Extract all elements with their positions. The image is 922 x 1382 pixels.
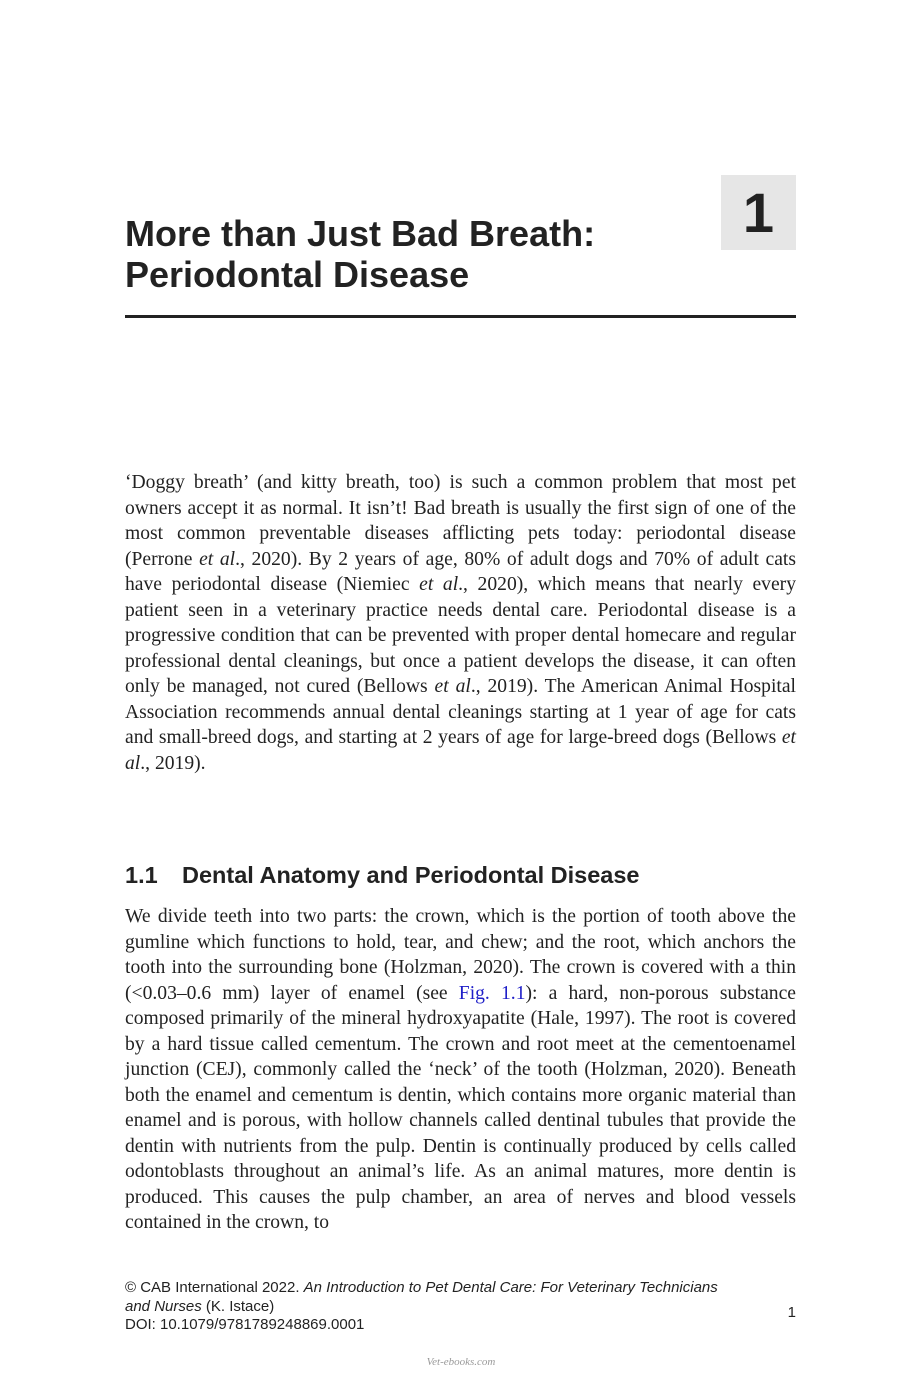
intro-text-1: ‘Doggy breath’ (and kitty breath, too) is such a common problem that most pet owners accept it as normal. It isn’t! Bad breath is usually the first sign of one of the most common preventable diseases afflicting pets today: periodontal disease (Perrone xyxy=(125,472,796,570)
page-number: 1 xyxy=(787,1304,796,1321)
chapter-number-badge: 1 xyxy=(721,175,796,250)
copyright-footer xyxy=(125,1279,725,1335)
doi-text: DOI: 10.1079/9781789248869.0001 xyxy=(125,1316,365,1333)
figure-link[interactable]: Fig. 1.1 xyxy=(458,982,526,1004)
intro-etal-1: et al xyxy=(199,548,236,570)
chapter-title xyxy=(125,213,685,295)
intro-text-3: ., 2020), which means that nearly every patient seen in a veterinary practice needs dental care. Periodontal disease is a progressive condition that can be prevented with proper dental homecare and regular professional dental cleanings, but once a patient develops the disease, it can often only be managed, not cured (Bellows xyxy=(125,574,796,697)
intro-etal-3: et al xyxy=(434,676,471,697)
chapter-title-line-2: Periodontal Disease xyxy=(125,254,470,295)
intro-text-2: ., 2020). By 2 years of age, 80% of adult dogs and 70% of adult cats have periodontal disease (Niemiec xyxy=(125,548,796,595)
intro-paragraph xyxy=(125,470,796,776)
section-heading xyxy=(125,860,640,890)
watermark: Vet-ebooks.com xyxy=(426,1356,496,1368)
intro-text-4: ., 2019). The American Animal Hospital Association recommends annual dental cleanings starting at 1 year of age for cats and small-breed dogs, and starting at 2 years of age for large-breed dogs (Bellows xyxy=(125,676,796,748)
book-author: (K. Istace) xyxy=(205,1297,275,1315)
section-number: 1.1 xyxy=(125,862,158,888)
title-divider xyxy=(125,315,796,318)
section-title: Dental Anatomy and Periodontal Disease xyxy=(182,862,640,888)
book-title: An Introduction to Pet Dental Care: For Veterinary Technicians and Nurses xyxy=(125,1279,718,1315)
copyright-text: © CAB International 2022. xyxy=(125,1279,300,1296)
intro-etal-2: et al xyxy=(419,574,459,595)
anatomy-text-1: We divide teeth into two parts: the crown, which is the portion of tooth above the gumline which functions to hold, tear, and chew; and the root, which anchors the tooth into the surrounding bone (Holzman, 2020). The crown is covered with a thin (<0.03–0.6 mm) layer of enamel (see xyxy=(125,906,796,1004)
intro-etal-4: et al xyxy=(125,727,796,774)
anatomy-text-2: ): a hard, non-porous substance composed primarily of the mineral hydroxyapatite (Hale, 1997). The root is covered by a hard tissue called cementum. The crown and root meet at the cementoenamel junction (CEJ), commonly called the ‘neck’ of the tooth (Holzman, 2020). Beneath both the enamel and cementum is dentin, which contains more organic material than enamel and is porous, with hollow channels called dentinal tubules that provide the dentin with nutrients from the pulp. Dentin is continually produced by cells called odontoblasts throughout an animal’s life. As an animal matures, more dentin is produced. This causes the pulp chamber, an area of nerves and blood vessels contained in the crown, to xyxy=(125,982,796,1233)
intro-text-5: ., 2019). xyxy=(140,752,206,774)
chapter-title-line-1: More than Just Bad Breath: xyxy=(125,213,596,254)
anatomy-paragraph xyxy=(125,904,796,1236)
